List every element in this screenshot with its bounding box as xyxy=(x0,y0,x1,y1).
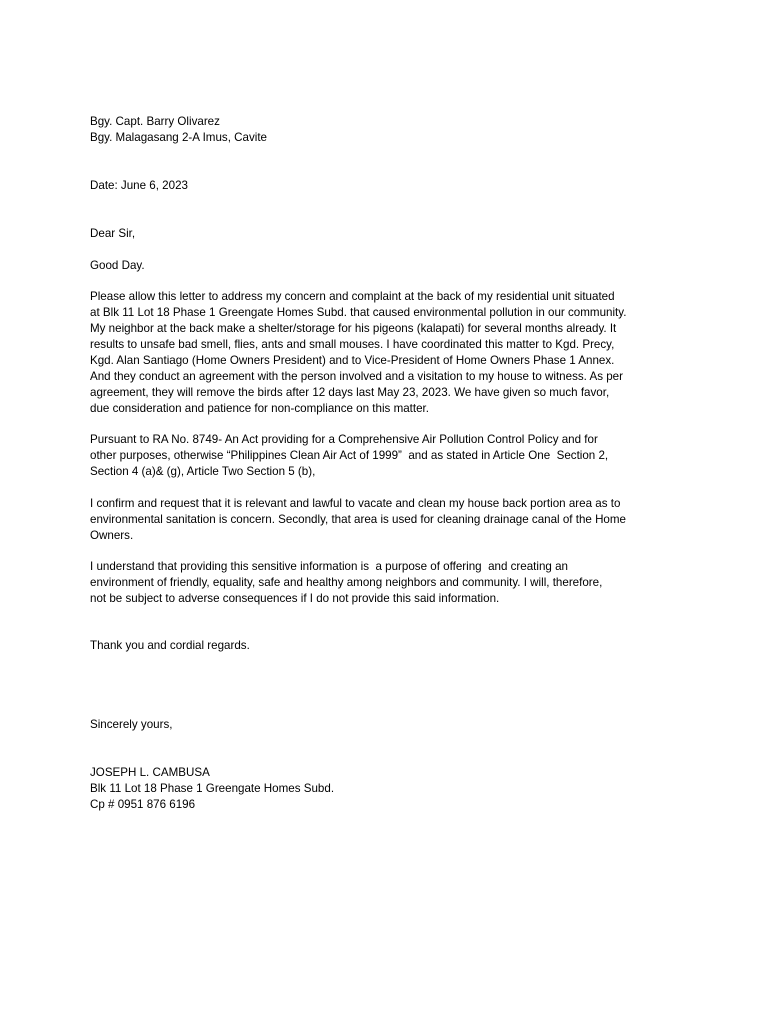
paragraph-legal-basis xyxy=(90,432,690,480)
paragraph-line: Section 4 (a)& (g), Article Two Section 5 (b), xyxy=(90,465,316,478)
paragraph-line: Owners. xyxy=(90,529,134,542)
paragraph-line: Please allow this letter to address my concern and complaint at the back of my residential unit situated xyxy=(90,290,615,303)
paragraph-line: environmental sanitation is concern. Secondly, that area is used for cleaning drainage canal of the Home xyxy=(90,513,626,526)
paragraph-line: at Blk 11 Lot 18 Phase 1 Greengate Homes Subd. that caused environmental pollution in our community. xyxy=(90,306,627,319)
date-text: Date: June 6, 2023 xyxy=(90,179,188,192)
signature-phone: Cp # 0951 876 6196 xyxy=(90,798,196,811)
greeting xyxy=(90,258,690,274)
paragraph-line: My neighbor at the back make a shelter/storage for his pigeons (kalapati) for several months already. It xyxy=(90,322,617,335)
addressee-name: Bgy. Capt. Barry Olivarez xyxy=(90,115,220,128)
salutation xyxy=(90,226,690,242)
paragraph-line: I confirm and request that it is relevant and lawful to vacate and clean my house back portion area as to xyxy=(90,497,621,510)
signature-block xyxy=(90,765,690,813)
paragraph-line: other purposes, otherwise “Philippines Clean Air Act of 1999” and as stated in Article One Section 2, xyxy=(90,449,609,462)
date-line xyxy=(90,178,690,194)
addressee-block xyxy=(90,114,690,146)
paragraph-line: not be subject to adverse consequences if I do not provide this said information. xyxy=(90,592,500,605)
closing-thanks-text: Thank you and cordial regards. xyxy=(90,639,250,652)
paragraph-complaint xyxy=(90,289,690,417)
paragraph-line: Pursuant to RA No. 8749- An Act providing for a Comprehensive Air Pollution Control Policy and for xyxy=(90,433,598,446)
signature-name: JOSEPH L. CAMBUSA xyxy=(90,766,210,779)
paragraph-line: due consideration and patience for non-compliance on this matter. xyxy=(90,402,430,415)
paragraph-line: I understand that providing this sensitive information is a purpose of offering and creating an xyxy=(90,560,568,573)
addressee-address: Bgy. Malagasang 2-A Imus, Cavite xyxy=(90,131,267,144)
paragraph-line: Kgd. Alan Santiago (Home Owners President) and to Vice-President of Home Owners Phase 1 Annex. xyxy=(90,354,615,367)
signature-address: Blk 11 Lot 18 Phase 1 Greengate Homes Subd. xyxy=(90,782,335,795)
paragraph-line: And they conduct an agreement with the person involved and a visitation to my house to witness. As per xyxy=(90,370,623,383)
closing xyxy=(90,717,690,733)
paragraph-line: environment of friendly, equality, safe and healthy among neighbors and community. I will, therefore, xyxy=(90,576,603,589)
paragraph-line: results to unsafe bad smell, flies, ants and small mouses. I have coordinated this matter to Kgd. Precy, xyxy=(90,338,615,351)
paragraph-line: agreement, they will remove the birds after 12 days last May 23, 2023. We have given so much favor, xyxy=(90,386,610,399)
paragraph-understanding xyxy=(90,559,690,607)
greeting-text: Good Day. xyxy=(90,259,145,272)
salutation-text: Dear Sir, xyxy=(90,227,136,240)
paragraph-request xyxy=(90,496,690,544)
closing-thanks xyxy=(90,638,690,654)
closing-text: Sincerely yours, xyxy=(90,718,173,731)
